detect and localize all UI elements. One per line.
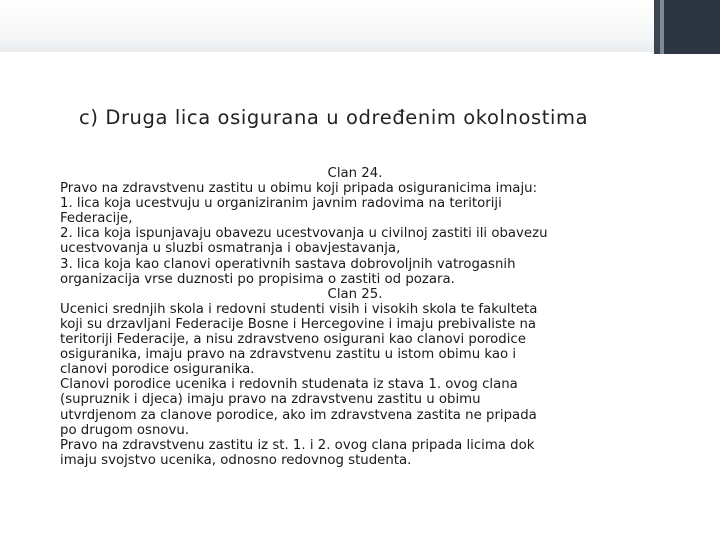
body-text [60,166,650,468]
text-line: Clanovi porodice ucenika i redovnih studenata iz stava 1. ovog clana [60,377,518,393]
text-line: teritoriji Federacije, a nisu zdravstveno osigurani kao clanovi porodice [60,332,526,348]
text-line: osiguranika, imaju pravo na zdravstvenu zastitu u istom obimu kao i [60,347,517,363]
corner-stripe [664,0,720,54]
text-line: Pravo na zdravstvenu zastitu u obimu koji pripada osiguranicima imaju: [60,181,538,197]
text-line: Federacije, [60,211,133,227]
text-line: 1. lica koja ucestvuju u organiziranim javnim radovima na teritoriji [60,196,502,212]
text-line: imaju svojstvo ucenika, odnosno redovnog studenta. [60,452,412,468]
text-line: organizacija vrse duznosti po propisima o zastiti od pozara. [60,271,455,287]
corner-decoration [654,0,720,54]
article-heading: Clan 24. [327,166,383,181]
text-line: utvrdjenom za clanove porodice, ako im zdravstvena zastita ne pripada [60,407,537,423]
article-heading: Clan 25. [327,286,383,302]
text-line: po drugom osnovu. [60,422,190,438]
text-line: Ucenici srednjih skola i redovni studenti visih i visokih skola te fakulteta [60,301,538,317]
text-line: (supruznik i djeca) imaju pravo na zdravstvenu zastitu u obimu [60,392,481,408]
text-line: koji su drzavljani Federacije Bosne i Hercegovine i imaju prebivaliste na [60,316,537,332]
text-line: clanovi porodice osiguranika. [60,362,255,378]
text-line: 3. lica koja kao clanovi operativnih sastava dobrovoljnih vatrogasnih [60,256,516,272]
text-line: ucestvovanja u sluzbi osmatranja i obavjestavanja, [60,241,401,257]
text-line: Pravo na zdravstvenu zastitu iz st. 1. i 2. ovog clana pripada licima dok [60,437,535,453]
slide-title: c) Druga lica osigurana u određenim okolnostima [79,106,589,129]
slide-top-band [0,0,720,52]
text-line: 2. lica koja ispunjavaju obavezu ucestvovanja u civilnoj zastiti ili obavezu [60,226,548,242]
